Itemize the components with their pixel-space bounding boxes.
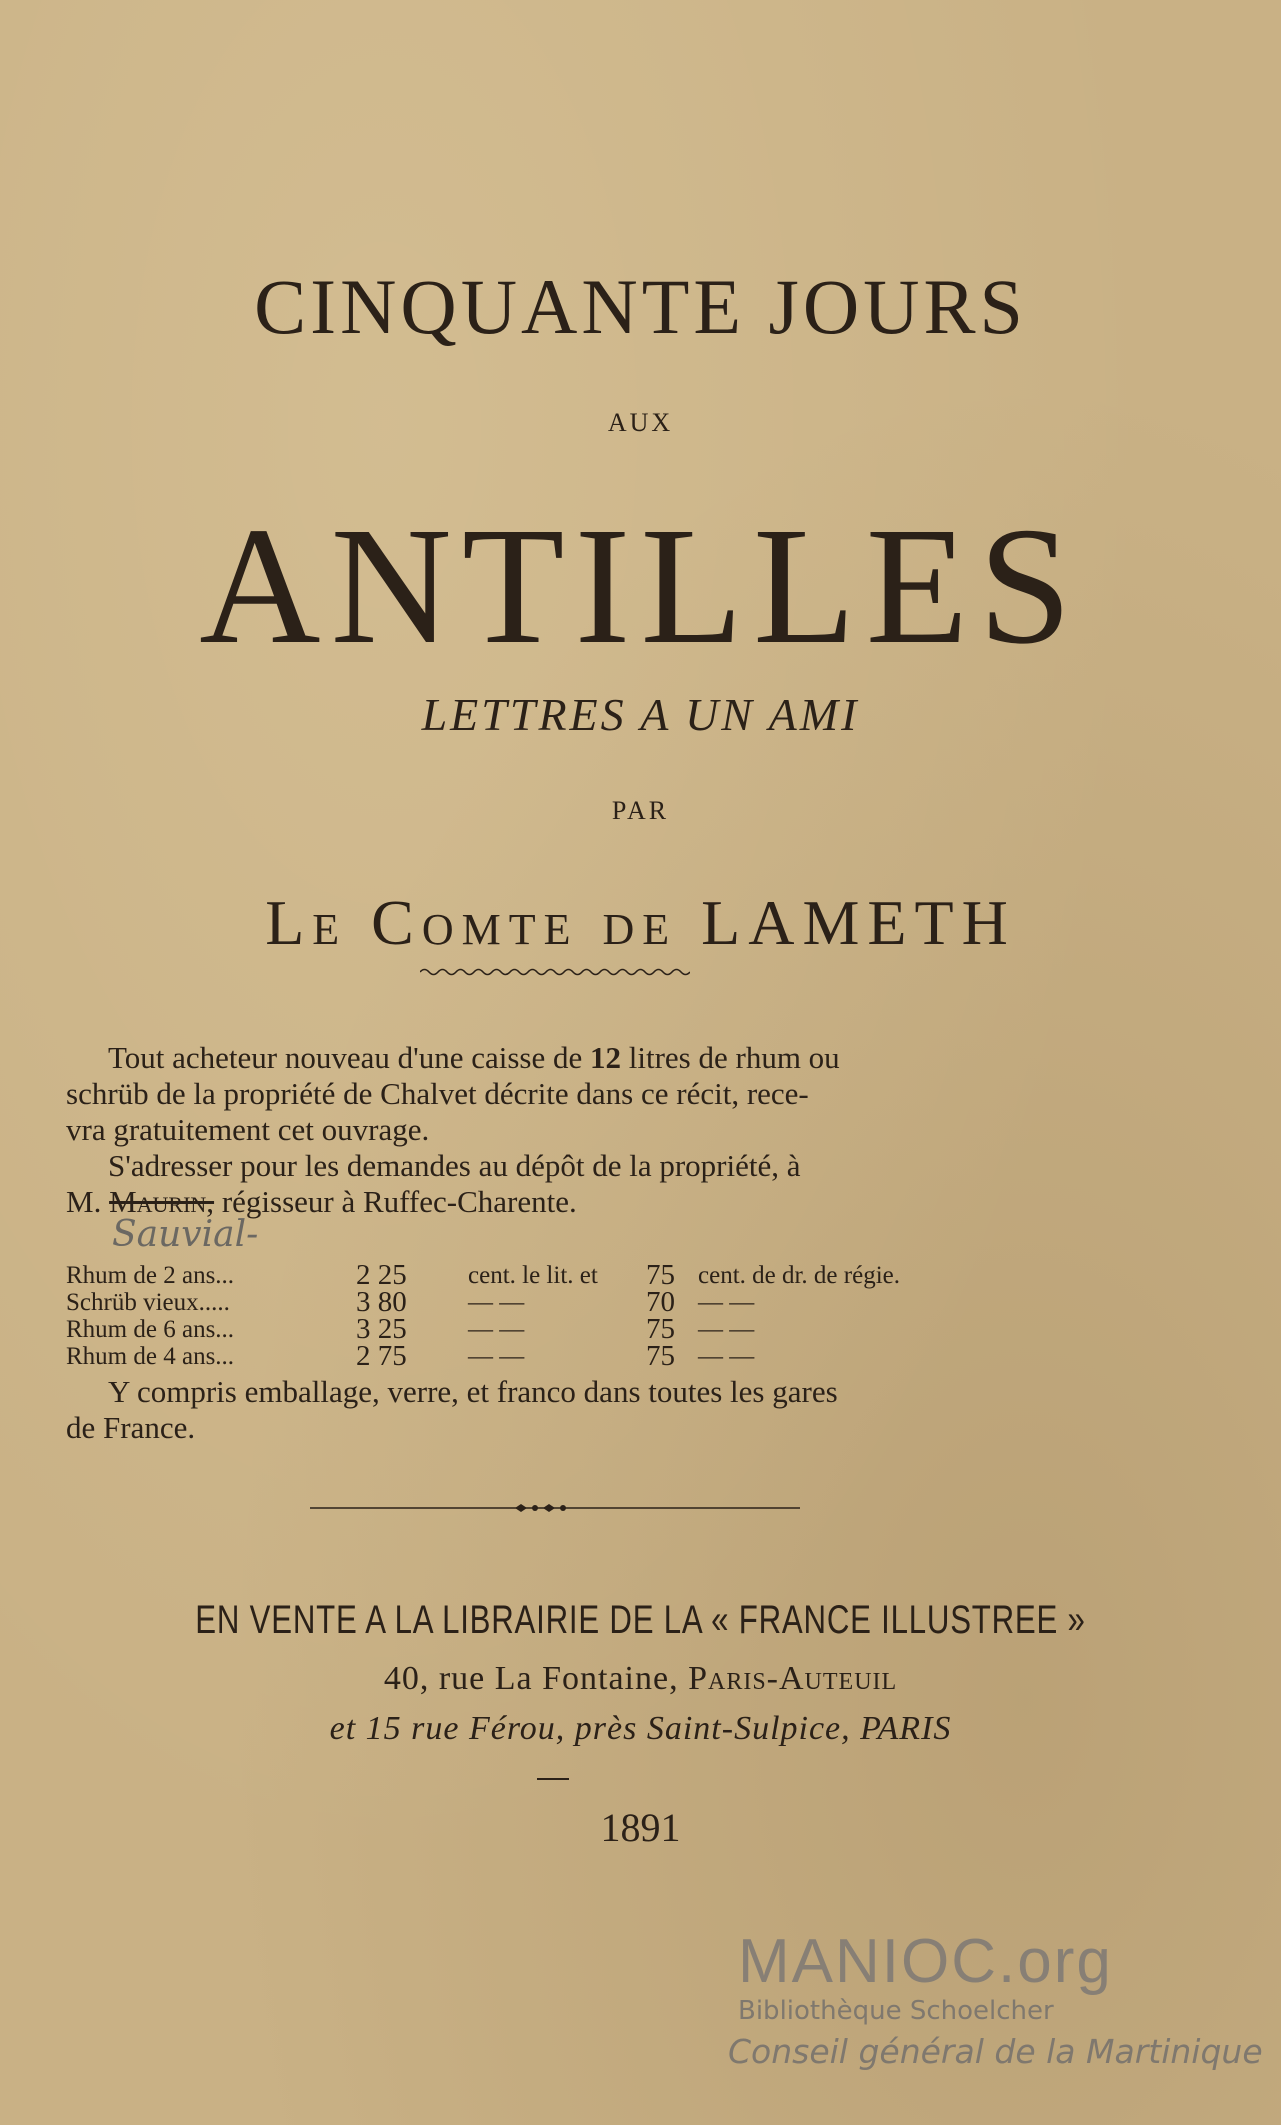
price-label: Rhum de 4 ans...: [66, 1343, 235, 1370]
offer-quantity: 12: [590, 1040, 621, 1075]
price-unit: — —: [468, 1343, 525, 1370]
duty-value: 70: [646, 1286, 675, 1318]
duty-unit: — —: [698, 1343, 755, 1370]
author-name: [0, 886, 1281, 960]
subtitle: LETTRES A UN AMI: [421, 689, 860, 740]
offer-line-2: schrüb de la propriété de Chalvet décrite dans ce récit, rece-: [66, 1076, 809, 1111]
price-list: [66, 1259, 1066, 1372]
title-aux: AUX: [607, 408, 674, 437]
price-value: 2 75: [356, 1340, 407, 1372]
wavy-divider: [420, 966, 690, 978]
council-credit: Conseil général de la Martinique: [728, 2032, 1263, 2071]
price-unit: — —: [468, 1289, 525, 1316]
title-line-1: CINQUANTE JOURS: [254, 263, 1027, 350]
author-le-initial: L: [265, 887, 313, 958]
handwritten-correction: Sauvial-: [112, 1214, 259, 1255]
price-label: Rhum de 2 ans...: [66, 1262, 235, 1289]
main-title: ANTILLES: [199, 493, 1082, 679]
price-value: 3 25: [356, 1313, 407, 1345]
duty-unit: — —: [698, 1289, 755, 1316]
address-city: Paris-Auteuil: [688, 1660, 898, 1697]
offer-line-3: vra gratuitement cet ouvrage.: [66, 1112, 430, 1147]
price-row: [66, 1340, 1066, 1372]
price-value: 3 80: [356, 1286, 407, 1318]
price-label: Rhum de 6 ans...: [66, 1316, 235, 1343]
by-label: PAR: [611, 796, 670, 825]
included-line-1: Y compris emballage, verre, et franco dans toutes les gares: [108, 1374, 838, 1409]
price-row: [66, 1259, 1066, 1291]
author-comte-rest: OMTE: [421, 905, 579, 954]
contact-m: M.: [66, 1184, 102, 1219]
address-line-1: [0, 1660, 1281, 1698]
sale-line: EN VENTE A LA LIBRAIRIE DE LA « FRANCE ILLUSTREE »: [195, 1598, 1086, 1642]
duty-unit: — —: [698, 1316, 755, 1343]
contact-rest: régisseur à Ruffec-Charente.: [221, 1184, 577, 1219]
author-surname: LAMETH: [701, 887, 1016, 958]
price-unit: cent. le lit. et: [468, 1262, 598, 1289]
address-street: 40, rue La Fontaine,: [383, 1660, 679, 1697]
price-unit: — —: [468, 1316, 525, 1343]
author-de: DE: [602, 905, 678, 954]
included-line-2: de France.: [66, 1410, 196, 1445]
publication-year: 1891: [600, 1805, 681, 1850]
library-credit: Bibliothèque Schoelcher: [738, 1996, 1054, 2026]
price-label: Schrüb vieux.....: [66, 1289, 230, 1316]
offer-text-b: litres de rhum ou: [628, 1040, 840, 1075]
short-rule: [537, 1778, 569, 1780]
price-value: 2 25: [356, 1259, 407, 1291]
price-row: [66, 1313, 1066, 1345]
included-paragraph: [66, 1374, 1056, 1446]
manioc-logo: MANIOC.org: [738, 1927, 1113, 1996]
duty-value: 75: [646, 1340, 675, 1372]
duty-value: 75: [646, 1259, 675, 1291]
author-comte-initial: C: [371, 887, 422, 958]
offer-paragraph: [66, 1040, 1056, 1220]
contact-line-1: S'adresser pour les demandes au dépôt de la propriété, à: [108, 1148, 801, 1183]
author-le-rest: E: [312, 905, 348, 954]
offer-text-a: Tout acheteur nouveau d'une caisse de: [108, 1040, 583, 1075]
duty-unit: cent. de dr. de régie.: [698, 1262, 900, 1289]
address-line-2: et 15 rue Férou, près Saint-Sulpice, PARIS: [329, 1710, 952, 1747]
duty-value: 75: [646, 1313, 675, 1345]
price-row: [66, 1286, 1066, 1318]
ornamental-rule: [310, 1498, 800, 1518]
struck-name: Maurin,: [109, 1184, 215, 1219]
